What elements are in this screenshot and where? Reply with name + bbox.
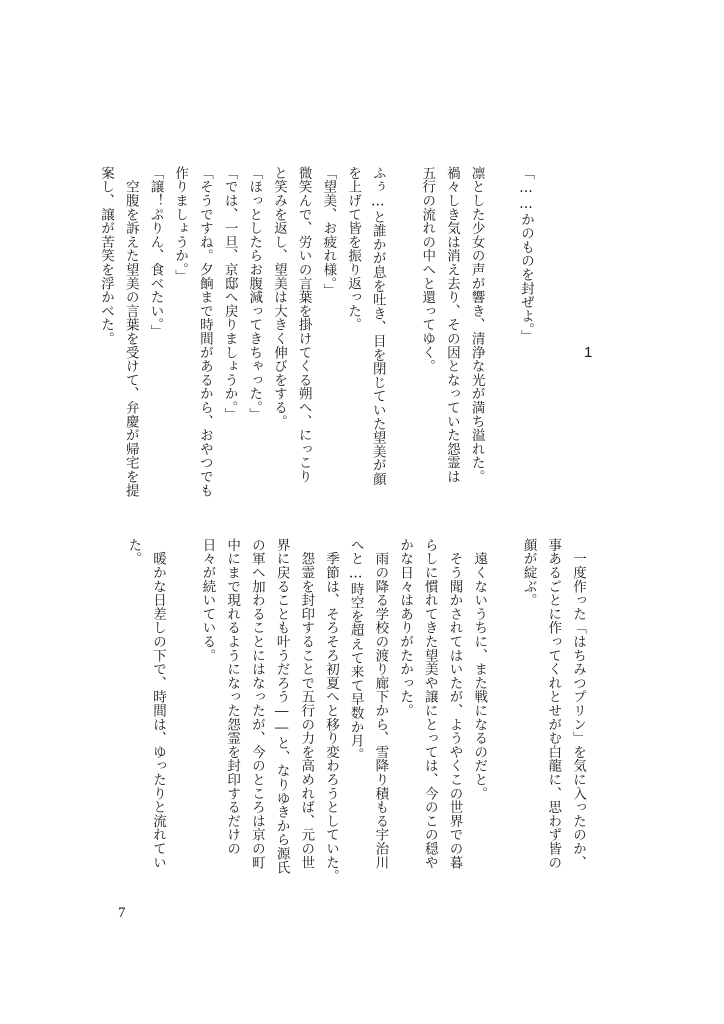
text-line: 五行の流れの中へと還ってゆく。: [419, 166, 436, 373]
text-line: と笑みを返し、望美は大きく伸びをする。: [270, 166, 287, 429]
text-line: 凛とした少女の声が響き、清浄な光が満ち溢れた。: [468, 166, 485, 484]
text-line: 微笑んで、労いの言葉を掛けてくる朔へ、にっこり: [295, 166, 312, 484]
text-line: 雨の降る学校の渡り廊下から、雪降り積もる宇治川: [372, 538, 389, 870]
story-text-lower: [121, 538, 590, 888]
text-line: [170, 538, 195, 888]
text-line: 季節は、そろそろ初夏へと移り変わろうとしていた。: [322, 538, 339, 883]
chapter-number: 1: [584, 344, 593, 361]
text-line: 「ほっとしたらお腹減ってきちゃった。」: [246, 166, 263, 422]
text-line: 怨霊を封印することで五行の力を高めれば、元の世: [298, 538, 315, 870]
text-line: [489, 166, 514, 526]
text-line: ふぅ…と誰かが息を吐き、目を閉じていた望美が顔: [369, 166, 386, 486]
text-line: 「……かのものを封ぜよ。」: [518, 166, 534, 344]
text-line: 中にまで現れるようになった怨霊を封印するだけの: [224, 538, 241, 856]
text-line: 一度作った「はちみつプリン」を気に入ったのか、: [570, 538, 586, 870]
text-line: 「では、一旦、京邸へ戻りましょうか。」: [221, 166, 238, 422]
text-line: 暖かな日差しの下で、時間は、ゆったりと流れてい: [150, 538, 167, 870]
text-line: 作りましょうか。」: [172, 166, 189, 284]
text-line: た。: [125, 538, 142, 566]
text-line: [390, 166, 415, 526]
text-line: 空腹を訴えた望美の言葉を受けて、弁慶が帰宅を提: [122, 166, 139, 498]
text-line: 遠くないうちに、また戦になるのだと。: [471, 538, 488, 801]
text-line: 「譲！ぷりん、食べたい。」: [147, 166, 164, 339]
text-line: 「望美、お疲れ様。」: [320, 166, 337, 298]
story-text-upper: [93, 166, 538, 526]
text-line: [491, 538, 516, 888]
text-line: 顔が綻ぶ。: [520, 538, 537, 607]
text-line: の軍へ加わることにはなったが、今のところは京の町: [248, 538, 265, 870]
text-line: かな日々はありがたかった。: [397, 538, 414, 718]
text-line: 界に戻ることも叶うだろう――と、なりゆきから源氏: [273, 538, 290, 875]
page-number: 7: [118, 905, 126, 921]
text-line: らしに慣れてきた望美や譲にとっては、今のこの穏や: [421, 538, 438, 870]
text-line: そう聞かされてはいたが、ようやくこの世界での暮: [446, 538, 463, 870]
text-line: 禍々しき気は消え去り、その因となっていた怨霊は: [443, 166, 460, 484]
text-line: 案し、譲が苦笑を浮かべた。: [98, 166, 115, 346]
text-line: へと…時空を超えて来て早数か月。: [347, 538, 364, 762]
text-line: 事あるごとに作ってくれとせがむ白龍に、思わず皆の: [545, 538, 562, 870]
text-line: を上げて皆を振り返った。: [345, 166, 362, 332]
text-line: 日々が続いている。: [199, 538, 216, 663]
text-line: 「そうですね。夕餉まで時間があるから、おやつでも: [196, 166, 213, 498]
